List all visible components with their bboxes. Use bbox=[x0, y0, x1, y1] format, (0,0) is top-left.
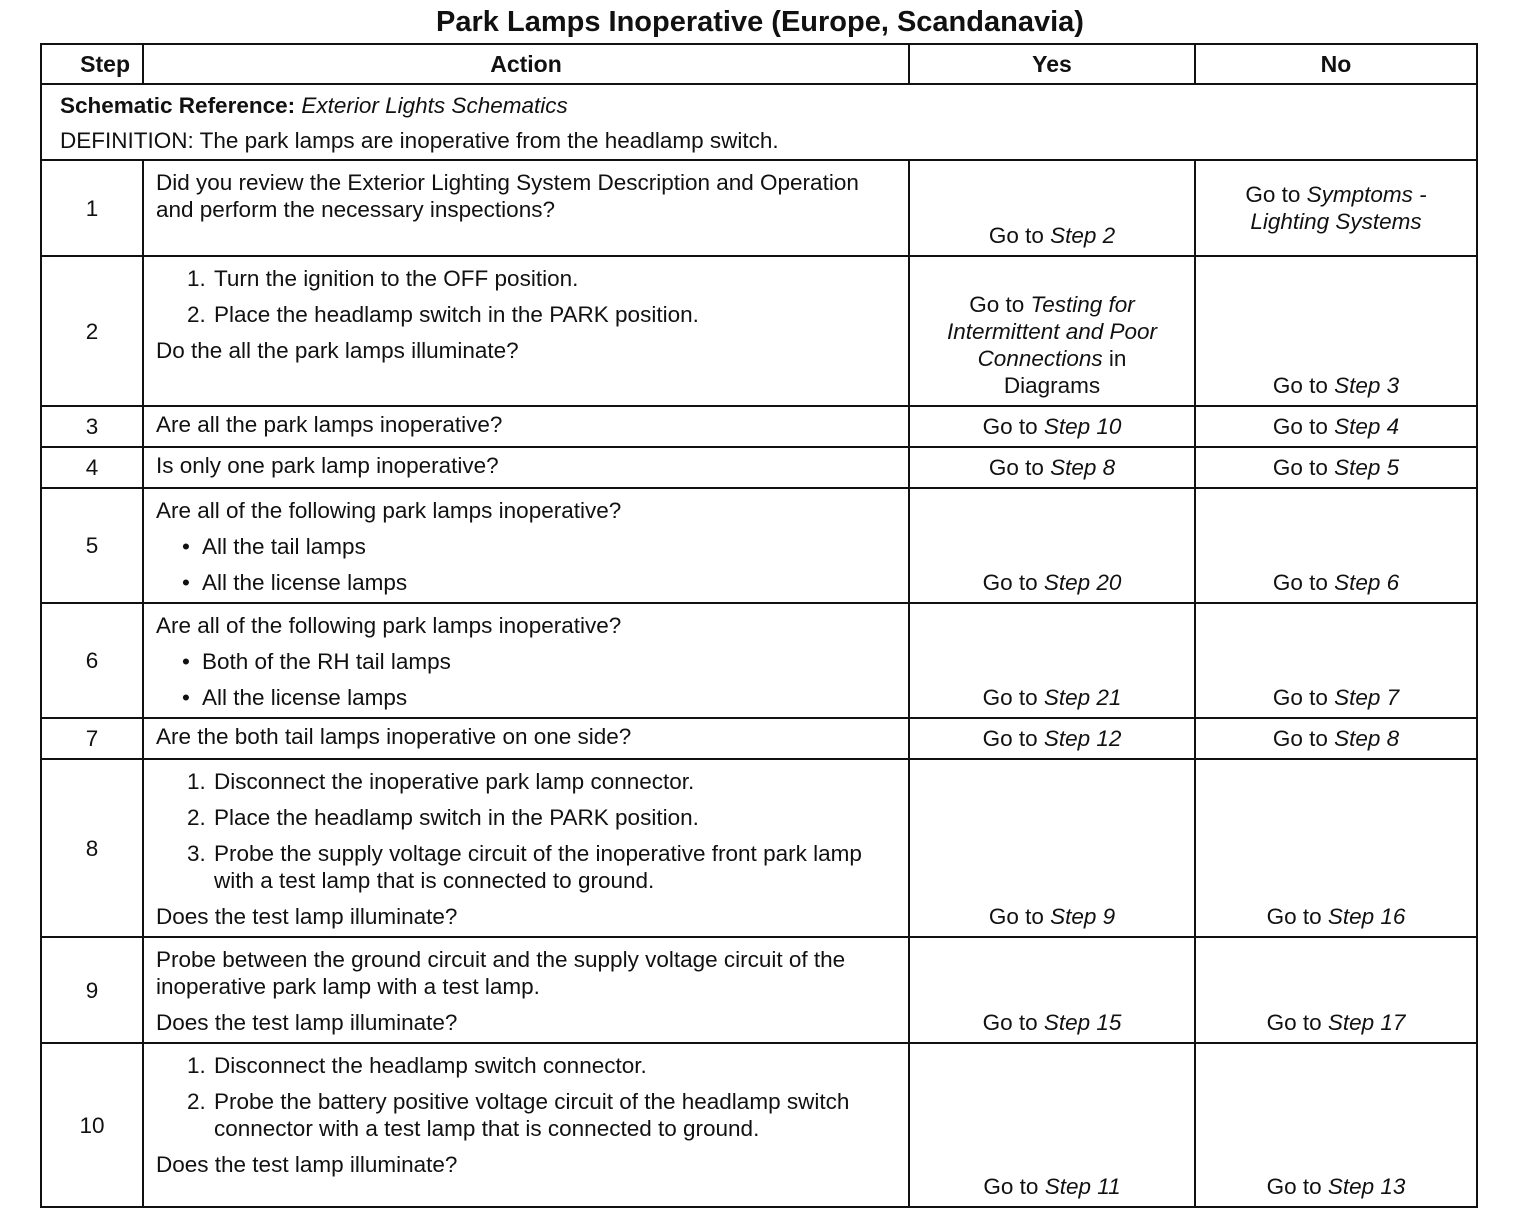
no-cell bbox=[1195, 1043, 1477, 1207]
no-link[interactable]: Step 5 bbox=[1334, 455, 1400, 480]
yes-cell bbox=[909, 160, 1195, 256]
goto-label: Go to bbox=[1245, 182, 1301, 207]
header-row bbox=[41, 44, 1477, 84]
action-cell bbox=[143, 718, 909, 759]
table-row bbox=[41, 1043, 1477, 1207]
goto-label: Go to bbox=[988, 904, 1044, 929]
yes-link[interactable]: Step 8 bbox=[1050, 455, 1116, 480]
reference-cell bbox=[41, 84, 1477, 160]
yes-cell bbox=[909, 447, 1195, 488]
yes-cell bbox=[909, 937, 1195, 1043]
goto-label: Go to bbox=[988, 455, 1044, 480]
action-question: Are the both tail lamps inoperative on one side? bbox=[156, 724, 632, 749]
no-cell bbox=[1195, 603, 1477, 718]
yes-link[interactable]: Step 11 bbox=[1044, 1174, 1121, 1199]
bullet-item: • All the license lamps bbox=[202, 684, 896, 711]
goto-label: Go to bbox=[1272, 726, 1328, 751]
goto-label: Go to bbox=[1272, 373, 1328, 398]
yes-cell bbox=[909, 603, 1195, 718]
header-no: No bbox=[1195, 44, 1477, 84]
action-question: Does the test lamp illuminate? bbox=[156, 904, 458, 929]
goto-label: Go to bbox=[983, 1174, 1039, 1199]
step-number: 9 bbox=[41, 937, 143, 1043]
action-question: Do the all the park lamps illuminate? bbox=[156, 338, 519, 363]
table-row bbox=[41, 406, 1477, 447]
goto-label: Go to bbox=[982, 726, 1038, 751]
action-intro: Probe between the ground circuit and the supply voltage circuit of the inoperative park lamp with a test lamp. bbox=[156, 947, 846, 999]
no-link[interactable]: Step 17 bbox=[1327, 1010, 1406, 1035]
step-number: 2 bbox=[41, 256, 143, 406]
yes-link[interactable]: Step 9 bbox=[1050, 904, 1116, 929]
header-action: Action bbox=[143, 44, 909, 84]
yes-suffix: in Diagrams bbox=[1003, 346, 1127, 398]
table-row bbox=[41, 447, 1477, 488]
action-bullets bbox=[156, 648, 896, 711]
no-cell bbox=[1195, 718, 1477, 759]
no-cell bbox=[1195, 160, 1477, 256]
yes-cell bbox=[909, 1043, 1195, 1207]
goto-label: Go to bbox=[982, 1010, 1038, 1035]
table-row bbox=[41, 256, 1477, 406]
action-question: Are all the park lamps inoperative? bbox=[156, 412, 503, 437]
step-number: 1 bbox=[41, 160, 143, 256]
yes-link[interactable]: Step 2 bbox=[1050, 223, 1116, 248]
table-row bbox=[41, 603, 1477, 718]
action-question: Are all of the following park lamps inoperative? bbox=[156, 613, 622, 638]
schematic-reference-link[interactable]: Exterior Lights Schematics bbox=[301, 93, 568, 118]
action-question: Are all of the following park lamps inoperative? bbox=[156, 498, 622, 523]
goto-label: Go to bbox=[1272, 685, 1328, 710]
action-step-item: 3. Probe the supply voltage circuit of the inoperative front park lamp with a test lamp that is connected to ground. bbox=[212, 840, 896, 894]
bullet-item: • Both of the RH tail lamps bbox=[202, 648, 896, 675]
goto-label: Go to bbox=[1266, 1174, 1322, 1199]
action-step-item: 2. Probe the battery positive voltage circuit of the headlamp switch connector with a test lamp that is connected to ground. bbox=[212, 1088, 896, 1142]
action-steps bbox=[156, 768, 896, 894]
no-cell bbox=[1195, 256, 1477, 406]
no-cell bbox=[1195, 488, 1477, 603]
step-number: 5 bbox=[41, 488, 143, 603]
no-link[interactable]: Step 16 bbox=[1327, 904, 1406, 929]
step-number: 7 bbox=[41, 718, 143, 759]
no-link[interactable]: Step 8 bbox=[1334, 726, 1400, 751]
action-step-item: 1. Turn the ignition to the OFF position. bbox=[212, 265, 896, 292]
goto-label: Go to bbox=[969, 292, 1025, 317]
action-step-item: 2. Place the headlamp switch in the PARK position. bbox=[212, 804, 896, 831]
table-row bbox=[41, 718, 1477, 759]
goto-label: Go to bbox=[1272, 414, 1328, 439]
header-yes: Yes bbox=[909, 44, 1195, 84]
action-bullets bbox=[156, 533, 896, 596]
yes-cell bbox=[909, 488, 1195, 603]
table-row bbox=[41, 759, 1477, 937]
action-cell bbox=[143, 488, 909, 603]
goto-label: Go to bbox=[982, 414, 1038, 439]
no-cell bbox=[1195, 447, 1477, 488]
no-cell bbox=[1195, 759, 1477, 937]
no-link[interactable]: Step 3 bbox=[1334, 373, 1400, 398]
goto-label: Go to bbox=[1272, 570, 1328, 595]
step-number: 6 bbox=[41, 603, 143, 718]
goto-label: Go to bbox=[988, 223, 1044, 248]
action-cell bbox=[143, 447, 909, 488]
yes-cell bbox=[909, 759, 1195, 937]
action-steps bbox=[156, 265, 896, 328]
table-row bbox=[41, 937, 1477, 1043]
no-link[interactable]: Step 6 bbox=[1334, 570, 1400, 595]
step-number: 10 bbox=[41, 1043, 143, 1207]
goto-label: Go to bbox=[1266, 1010, 1322, 1035]
action-step-item: 1. Disconnect the headlamp switch connector. bbox=[212, 1052, 896, 1079]
yes-link[interactable]: Step 21 bbox=[1043, 685, 1122, 710]
action-cell bbox=[143, 759, 909, 937]
action-cell bbox=[143, 1043, 909, 1207]
action-cell bbox=[143, 406, 909, 447]
step-number: 3 bbox=[41, 406, 143, 447]
action-question: Does the test lamp illuminate? bbox=[156, 1010, 458, 1035]
yes-link[interactable]: Testing for Intermittent and Poor Connections bbox=[946, 292, 1158, 371]
schematic-reference-label: Schematic Reference: bbox=[60, 93, 296, 118]
page-title: Park Lamps Inoperative (Europe, Scandanavia) bbox=[436, 6, 1084, 38]
step-number: 4 bbox=[41, 447, 143, 488]
action-question: Is only one park lamp inoperative? bbox=[156, 453, 499, 478]
action-steps bbox=[156, 1052, 896, 1142]
yes-cell bbox=[909, 256, 1195, 406]
goto-label: Go to bbox=[1272, 455, 1328, 480]
goto-label: Go to bbox=[982, 685, 1038, 710]
no-cell bbox=[1195, 937, 1477, 1043]
definition-text: DEFINITION: The park lamps are inoperative from the headlamp switch. bbox=[60, 128, 779, 153]
yes-link[interactable]: Step 12 bbox=[1043, 726, 1122, 751]
table-row bbox=[41, 488, 1477, 603]
yes-cell bbox=[909, 718, 1195, 759]
action-question: Does the test lamp illuminate? bbox=[156, 1152, 458, 1177]
header-step: Step bbox=[41, 44, 143, 84]
no-link[interactable]: Step 7 bbox=[1334, 685, 1400, 710]
no-link[interactable]: Symptoms - Lighting Systems bbox=[1250, 182, 1427, 234]
action-cell bbox=[143, 603, 909, 718]
goto-label: Go to bbox=[982, 570, 1038, 595]
no-cell bbox=[1195, 406, 1477, 447]
action-question: Did you review the Exterior Lighting System Description and Operation and perform the necessary inspections? bbox=[156, 170, 859, 222]
action-step-item: 1. Disconnect the inoperative park lamp connector. bbox=[212, 768, 896, 795]
action-cell bbox=[143, 160, 909, 256]
no-link[interactable]: Step 4 bbox=[1334, 414, 1400, 439]
yes-cell bbox=[909, 406, 1195, 447]
yes-link[interactable]: Step 15 bbox=[1043, 1010, 1122, 1035]
no-link[interactable]: Step 13 bbox=[1327, 1174, 1406, 1199]
yes-link[interactable]: Step 10 bbox=[1043, 414, 1122, 439]
table-row bbox=[41, 160, 1477, 256]
reference-row bbox=[41, 84, 1477, 160]
goto-label: Go to bbox=[1266, 904, 1322, 929]
step-number: 8 bbox=[41, 759, 143, 937]
action-cell bbox=[143, 937, 909, 1043]
bullet-item: • All the license lamps bbox=[202, 569, 896, 596]
action-cell bbox=[143, 256, 909, 406]
yes-link[interactable]: Step 20 bbox=[1043, 570, 1122, 595]
diagnostic-table bbox=[40, 43, 1478, 1208]
bullet-item: • All the tail lamps bbox=[202, 533, 896, 560]
action-step-item: 2. Place the headlamp switch in the PARK position. bbox=[212, 301, 896, 328]
